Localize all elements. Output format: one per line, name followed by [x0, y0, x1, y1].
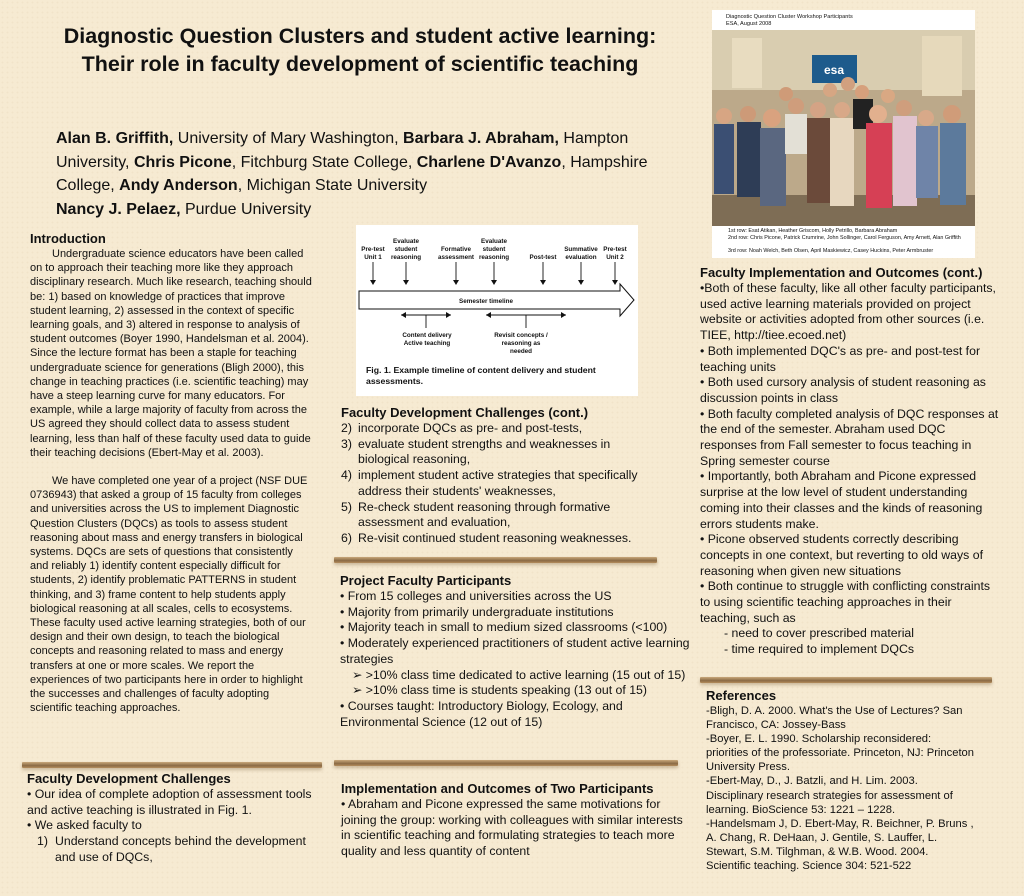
- author-name: Andy Anderson: [119, 177, 238, 194]
- item-number: 4): [341, 468, 352, 483]
- item-number: 2): [341, 421, 352, 435]
- figure-1: [356, 225, 638, 396]
- outcomes-item: • Both continue to struggle with conflicting constraints to using scientific teaching approaches in their teaching, such as: [700, 579, 991, 625]
- participants-heading: Project Faculty Participants: [340, 573, 512, 588]
- figure-caption: Fig. 1. Example timeline of content delivery and student assessments.: [366, 365, 596, 386]
- label-pretest-unit1: Pre-test Unit 1: [361, 246, 385, 261]
- author-affiliation: University of Mary Washington,: [173, 130, 404, 147]
- introduction-section: [30, 231, 313, 716]
- reference-item: -Bligh, D. A. 2000. What's the Use of Lectures? San Francisco, CA: Jossey-Bass: [706, 705, 963, 732]
- group-photo-image: [712, 10, 975, 258]
- photo-caption-row3: 3rd row: Noah Welch, Beth Olsen, April Maskiewicz, Casey Huckins, Peter Armbruster: [728, 248, 934, 254]
- label-content-delivery: Content delivery Active teaching: [402, 332, 452, 347]
- outcomes-item: • Picone observed students correctly describing concepts in one context, but reverting to old ways of reasoning when given new situations: [700, 532, 983, 578]
- outcomes-item: • Both faculty completed analysis of DQC responses at the end of the semester. Abraham used DQC responses from Fall semester to focus teaching in Spring semester course: [700, 406, 999, 468]
- author-affiliation: , Michigan State University: [237, 177, 428, 194]
- participants-subbullet: ➢ >10% class time dedicated to active learning (15 out of 15): [352, 667, 686, 682]
- numbered-item: [341, 421, 661, 437]
- esa-banner-text: esa: [823, 63, 845, 77]
- label-formative: Formative assessment: [437, 246, 475, 261]
- reference-item: -Boyer, E. L. 1990. Scholarship reconsidered: priorities of the professoriate. Princeton, NJ: Princeton University Press.: [706, 733, 975, 774]
- faculty-challenges-heading: Faculty Development Challenges: [27, 771, 231, 786]
- author-affiliation: Purdue University: [180, 200, 312, 218]
- item-text: Understand concepts behind the development and use of DQCs,: [55, 834, 306, 864]
- label-summative: Summative evaluation: [564, 246, 598, 261]
- participants-bullet: • Majority teach in small to medium sized classrooms (<100): [340, 620, 668, 635]
- faculty-challenges-cont-section: [341, 405, 661, 547]
- numbered-item: [37, 834, 312, 865]
- photo-caption-row2: 2nd row: Chris Picone, Patrick Crumrine, John Sollinger, Carol Ferguson, Amy Arnett, Alan Griffith: [728, 235, 961, 241]
- timeline-label: Semester timeline: [459, 298, 513, 305]
- section-divider: [334, 557, 657, 563]
- numbered-item: [341, 531, 661, 547]
- item-text: Re-check student reasoning through formative assessment and evaluation,: [358, 499, 611, 530]
- author-list: [56, 127, 668, 221]
- numbered-item: [341, 468, 661, 499]
- label-revisit: Revisit concepts / reasoning as needed: [494, 332, 548, 355]
- reference-item: -Ebert-May, D., J. Batzli, and H. Lim. 2003. Disciplinary research strategies for assessment of learning. BioScience 53: 1221 – 1228.: [706, 775, 953, 816]
- participants-bullet: • Moderately experienced practitioners of student active learning strategies: [340, 636, 690, 666]
- introduction-paragraph-1: Undergraduate science educators have been called on to approach their teaching more like they approach disciplinary research. Much like research, teaching should be: 1) based on knowledge of practices that improve student learning, 2) assessed in the context of specific learning goals, and 3) altered in response to analysis of student outcomes (Boyer 1990, Handelsman et al. 2004). Since the lecture format has been a staple for teaching undergraduate science for generations (Bligh 2000), this change in teaching practices (i.e. scientific teaching) may have a steep learning curve for many educators. For example, while a large majority of faculty from across the US agreed they should collect data to assess student learning, less than half of these faculty used data to guide their teaching decisions (Ebert-May et al. 2003).: [30, 248, 312, 459]
- author-name: Nancy J. Pelaez,: [56, 200, 181, 218]
- item-number: 5): [341, 499, 352, 514]
- label-pretest-unit2: Pre-test Unit 2: [603, 246, 627, 261]
- references-heading: References: [706, 688, 777, 703]
- reference-item: -Handelsmam J, D. Ebert-May, R. Beichner, P. Bruns , A. Chang, R. DeHaan, J. Gentile, S. Lauffer, L. Stewart, S.M. Tilghman, & W.B. Wood. 2004. Scientific teaching. Science 304: 521-522: [706, 817, 974, 873]
- photo-caption-sub: ESA, August 2008: [726, 21, 772, 27]
- label-evaluate-2: Evaluate student reasoning: [478, 238, 510, 261]
- faculty-challenges-section: [27, 771, 312, 866]
- item-number: 6): [341, 530, 352, 545]
- faculty-challenges-cont-heading: Faculty Development Challenges (cont.): [341, 405, 589, 420]
- outcomes-item: • Both implemented DQC's as pre- and post-test for teaching units: [700, 343, 981, 374]
- author-affiliation: , Hampshire College,: [56, 153, 648, 194]
- faculty-challenges-item: • We asked faculty to: [27, 818, 142, 833]
- section-divider: [334, 760, 678, 766]
- author-affiliation: , Fitchburg State College,: [231, 153, 417, 171]
- faculty-challenges-cont-list: [341, 421, 661, 547]
- implementation-heading: Implementation and Outcomes of Two Participants: [341, 781, 654, 796]
- author-name: Charlene D'Avanzo: [416, 153, 562, 171]
- participants-section: [340, 573, 690, 730]
- outcomes-item: •Both of these faculty, like all other faculty participants, used active learning materials provided on project website or activities adopted from other sources (i.e. TIEE, http://tiee.ecoed.net): [700, 281, 996, 343]
- outcomes-subitem: - time required to implement DQCs: [724, 642, 914, 657]
- author-name: Chris Picone: [133, 153, 232, 171]
- participants-bullet: • From 15 colleges and universities across the US: [340, 589, 612, 603]
- author-name: Barbara J. Abraham,: [403, 130, 559, 147]
- section-divider: [700, 677, 992, 683]
- faculty-challenges-list: [27, 834, 312, 865]
- poster-title: Diagnostic Question Clusters and student active learning: Their role in faculty development of scientific teaching: [63, 24, 657, 76]
- outcomes-subitem: - need to cover prescribed material: [724, 626, 915, 641]
- photo-caption-row1: 1st row: Esat Atikan, Heather Griscom, Holly Petrillo, Barbara Abraham: [728, 228, 898, 234]
- participants-bullet: • Courses taught: Introductory Biology, Ecology, and Environmental Science (12 out of 15): [340, 698, 623, 729]
- author-affiliation: Hampton University,: [56, 130, 629, 171]
- item-text: Re-visit continued student reasoning weaknesses.: [358, 530, 632, 545]
- label-posttest: Post-test: [529, 254, 557, 261]
- implementation-section: [341, 781, 686, 860]
- faculty-challenges-item: • Our idea of complete adoption of assessment tools and active teaching is illustrated in Fig. 1.: [27, 787, 312, 817]
- participants-bullet: • Majority from primarily undergraduate institutions: [340, 604, 614, 619]
- introduction-heading: Introduction: [30, 231, 106, 246]
- item-number: 3): [341, 436, 352, 451]
- item-number: 1): [37, 834, 48, 849]
- photo-caption-title: Diagnostic Question Cluster Workshop Participants: [726, 14, 853, 20]
- outcomes-item: • Both used cursory analysis of student reasoning as discussion points in class: [700, 375, 986, 405]
- participants-photo: [712, 10, 975, 258]
- author-name: Alan B. Griffith,: [56, 130, 174, 147]
- numbered-item: [341, 500, 661, 531]
- item-text: evaluate student strengths and weaknesses in biological reasoning,: [358, 436, 611, 467]
- item-text: incorporate DQCs as pre- and post-tests,: [358, 421, 583, 435]
- participants-subbullet: ➢ >10% class time is students speaking (13 out of 15): [352, 683, 647, 698]
- numbered-item: [341, 437, 661, 468]
- outcomes-item: • Importantly, both Abraham and Picone expressed surprise at the low level of student understanding coming into their classes and the kinds of reasoning errors students make.: [700, 469, 983, 531]
- references-section: [706, 688, 974, 873]
- section-divider: [22, 762, 322, 768]
- implementation-text: • Abraham and Picone expressed the same motivations for joining the group: working with colleagues with similar interests in scientific teaching and formulating strategies to teach more quality and less quantity of content: [341, 797, 683, 859]
- outcomes-section: [700, 265, 1000, 658]
- item-text: implement student active strategies that specifically address their students' weaknesses,: [358, 468, 638, 498]
- introduction-paragraph-2: We have completed one year of a project (NSF DUE 0736943) that asked a group of 15 faculty from colleges and universities across the US to implement Diagnostic Question Clusters (DQCs) as tools to assess student reasoning about mass and energy transfers in biological systems. DQCs are sets of questions that consistently and reliably 1) identify content especially difficult for students, 2) identify problematic PATTERNS in student thinking, and 3) frame content to help students apply biological reasoning at all scales, cells to ecosystems. These faculty used active learning strategies, both of our design and their own design, to teach the biological concepts and reasoning related to mass and energy transfers at one or more scales. We report the experiences of two participants here in order to highlight the successes and challenges of faculty adopting scientific teaching approaches.: [30, 475, 308, 715]
- outcomes-heading: Faculty Implementation and Outcomes (cont.): [700, 265, 983, 280]
- label-evaluate-1: Evaluate student reasoning: [390, 238, 422, 261]
